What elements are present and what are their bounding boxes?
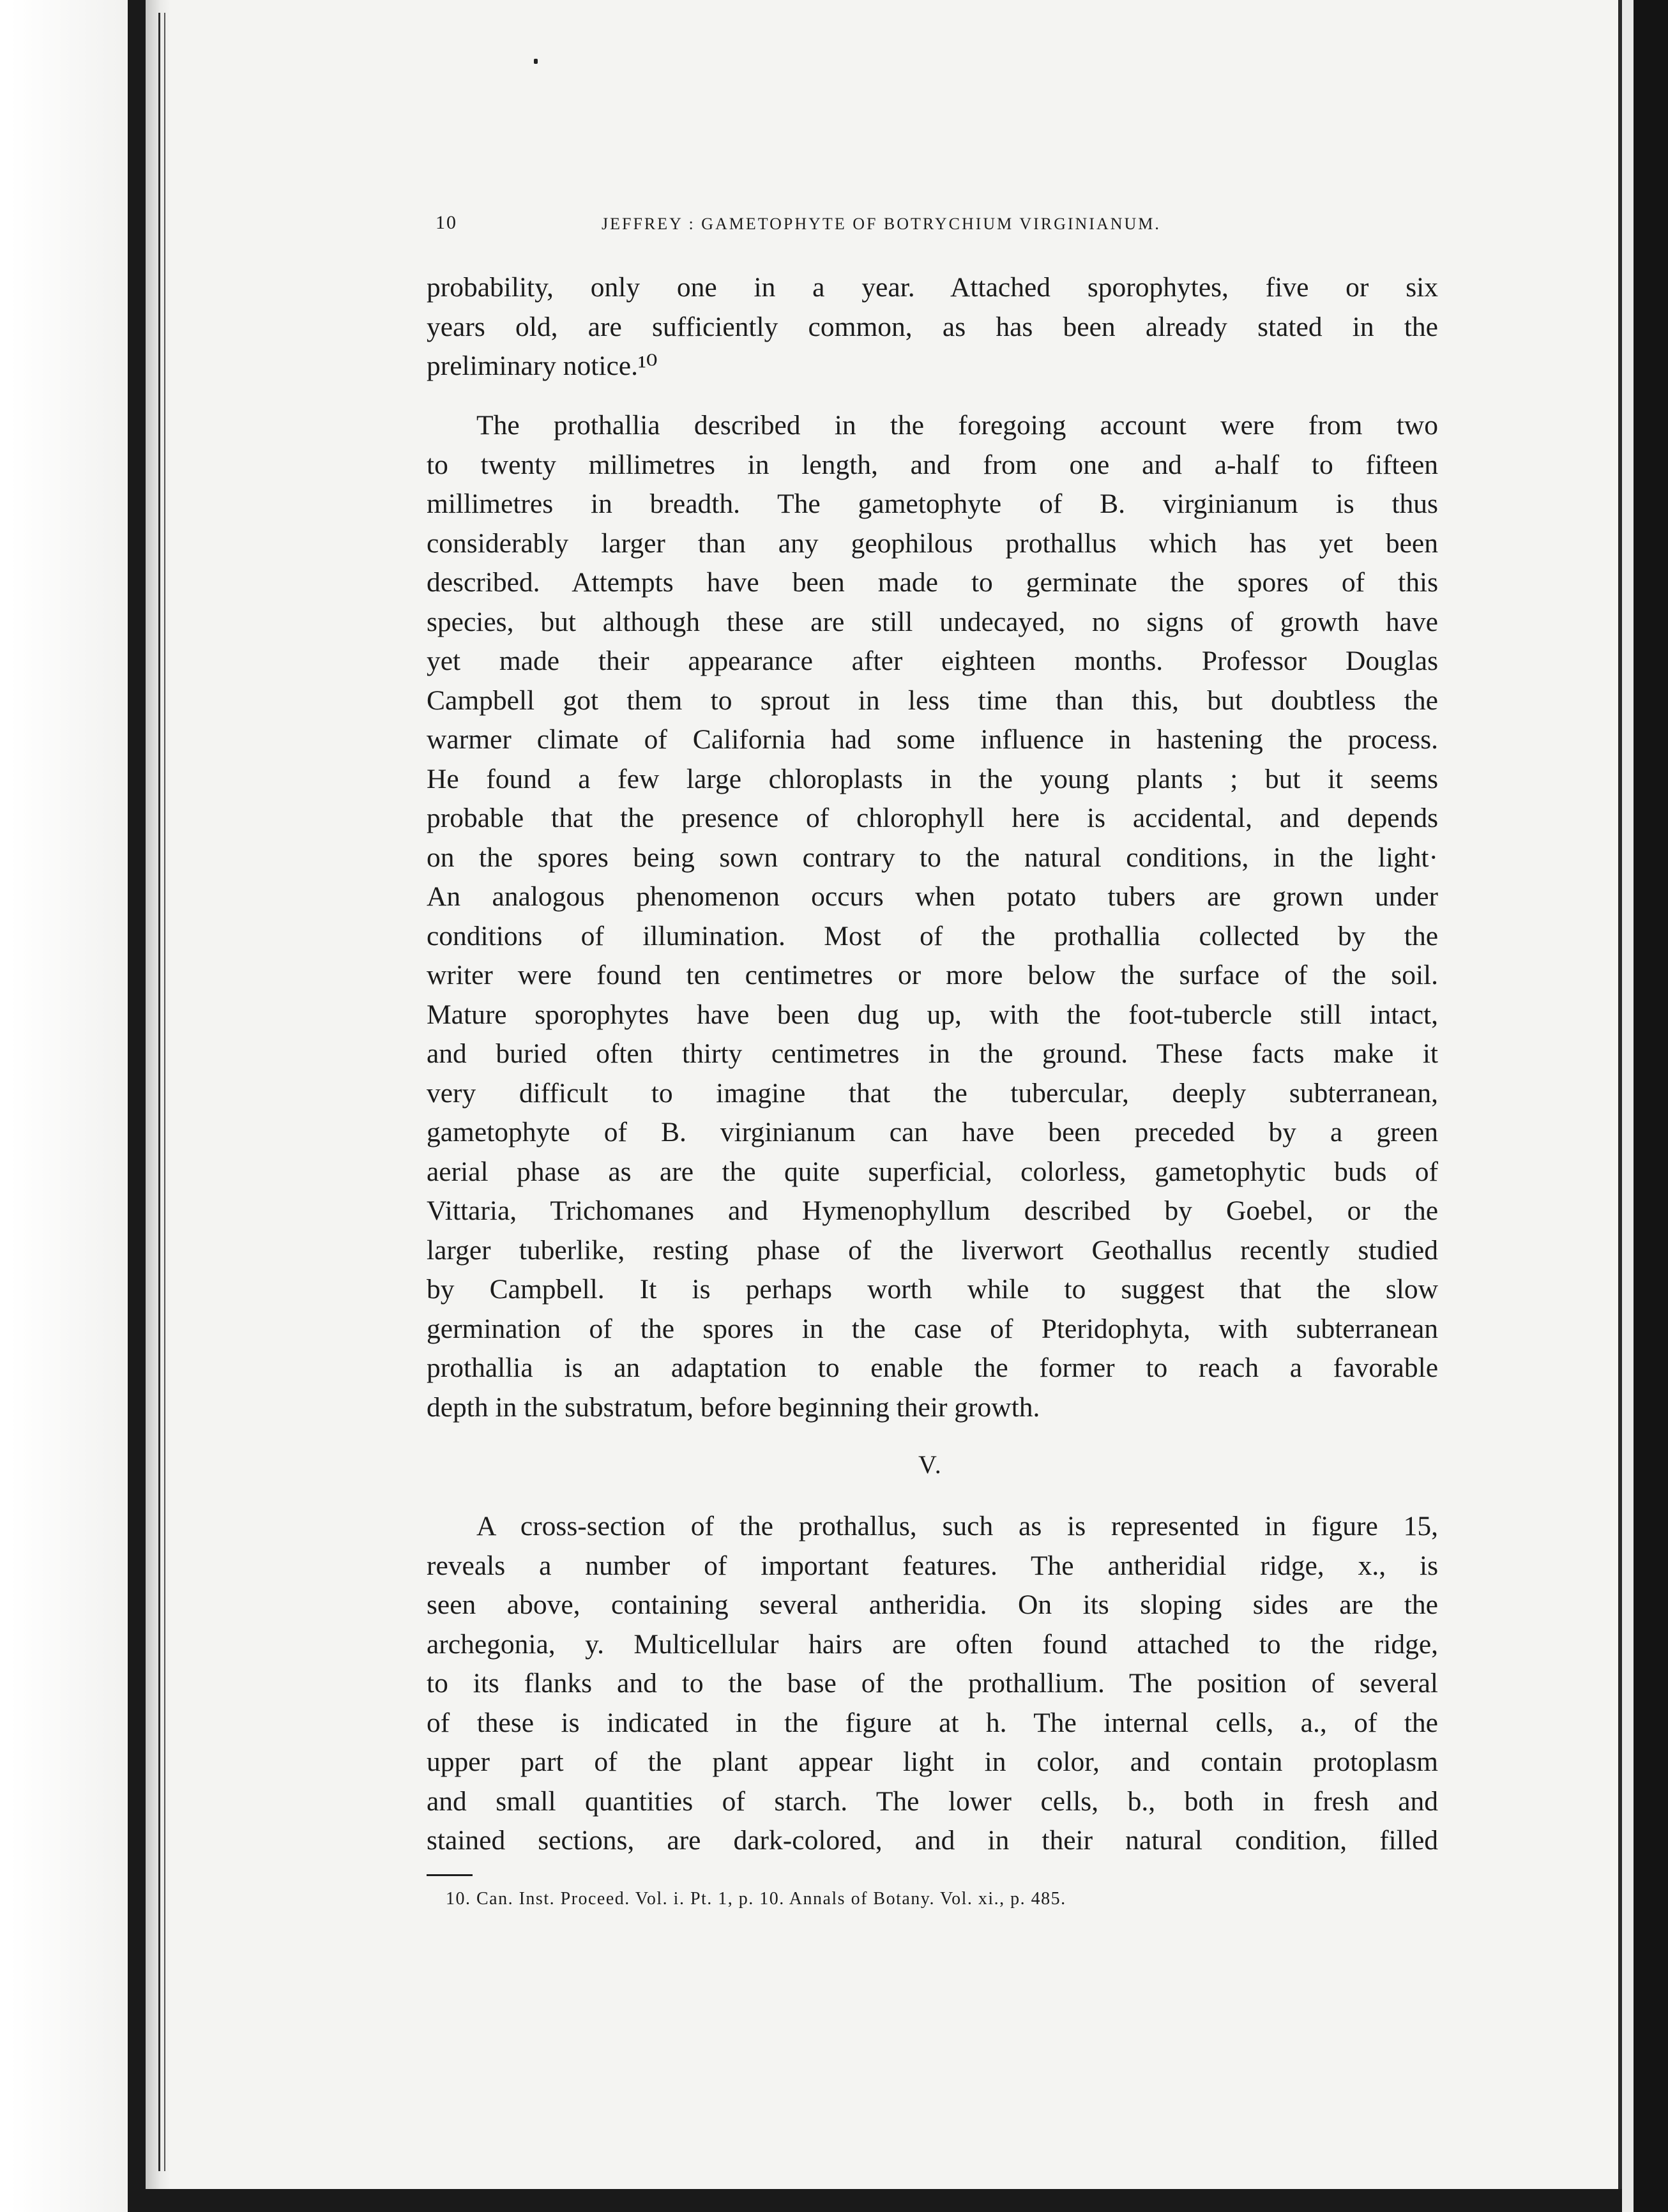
text-line: on the spores being sown contrary to the natural conditions, in the light· [427,842,1438,873]
page-edge-lines [158,13,165,2171]
text-line: seen above, containing several antheridia. On its sloping sides are the [427,1589,1438,1620]
text-line: germination of the spores in the case of Pteridophyta, with subterranean [427,1313,1438,1344]
text-line: to its flanks and to the base of the prothallium. The position of several [427,1668,1438,1699]
text-line: archegonia, y. Multicellular hairs are often found attached to the ridge, [427,1628,1438,1660]
text-line: depth in the substratum, before beginning their growth. [427,1391,1040,1423]
text-line: considerably larger than any geophilous prothallus which has yet been [427,527,1438,559]
text-line: species, but although these are still undecayed, no signs of growth have [427,606,1438,637]
paragraph-prothallia [427,406,1438,1427]
scan-edge-right [1634,0,1668,2212]
text-line: and buried often thirty centimetres in the ground. These facts make it [427,1038,1438,1069]
text-line: prothallia is an adaptation to enable the former to reach a favorable [427,1352,1438,1383]
text-line: larger tuberlike, resting phase of the liverwort Geothallus recently studied [427,1234,1438,1266]
page-margin-left [10,0,128,2212]
page-number: 10 [436,212,457,233]
footnote-rule [427,1874,473,1876]
section-heading: V. [918,1450,943,1479]
text-line: An analogous phenomenon occurs when potato tubers are grown under [427,881,1438,912]
text-line: preliminary notice.¹⁰ [427,351,658,381]
text-line: writer were found ten centimetres or more below the surface of the soil. [427,960,1438,990]
page-edge-right-gap [1622,0,1634,2212]
scan-edge-left [0,0,10,2212]
text-line: gametophyte of B. virginianum can have been preceded by a green [427,1117,1438,1148]
running-head: JEFFREY : GAMETOPHYTE OF BOTRYCHIUM VIRGINIANUM. [602,215,1161,233]
text-line: probability, only one in a year. Attached sporophytes, five or six [427,272,1438,303]
text-line: He found a few large chloroplasts in the young plants ; but it seems [427,763,1438,794]
text-line: Campbell got them to sprout in less time than this, but doubtless the [427,685,1438,716]
text-line: conditions of illumination. Most of the prothallia collected by the [427,920,1438,951]
text-line: stained sections, are dark-colored, and in their natural condition, filled [427,1825,1438,1856]
text-line: Mature sporophytes have been dug up, with the foot-tubercle still intact, [427,999,1438,1030]
text-line: to twenty millimetres in length, and from one and a-half to fifteen [427,449,1438,480]
text-line: reveals a number of important features. The antheridial ridge, x., is [427,1550,1438,1581]
text-line: upper part of the plant appear light in color, and contain protoplasm [427,1746,1438,1777]
text-line: and small quantities of starch. The lower cells, b., both in fresh and [427,1785,1438,1817]
footnote: 10. Can. Inst. Proceed. Vol. i. Pt. 1, p. 10. Annals of Botany. Vol. xi., p. 485. [446,1889,1066,1909]
paragraph-continuation [427,268,1438,386]
text-line: The prothallia described in the foregoing account were from two [476,410,1438,441]
text-line: described. Attempts have been made to germinate the spores of this [427,567,1438,598]
text-line: probable that the presence of chlorophyll here is accidental, and depends [427,803,1438,833]
text-line: by Campbell. It is perhaps worth while to suggest that the slow [427,1274,1438,1305]
book-binding-edge [128,0,146,2212]
text-line: very difficult to imagine that the tubercular, deeply subterranean, [427,1077,1438,1109]
text-line: millimetres in breadth. The gametophyte of B. virginianum is thus [427,489,1438,519]
text-line: A cross-section of the prothallus, such as is represented in figure 15, [476,1511,1438,1542]
text-line: yet made their appearance after eighteen months. Professor Douglas [427,646,1438,676]
text-line: warmer climate of California had some influence in hastening the process. [427,724,1438,755]
scan-speck [534,59,538,64]
text-line: of these is indicated in the figure at h. The internal cells, a., of the [427,1707,1438,1738]
text-line: aerial phase as are the quite superficial, colorless, gametophytic buds of [427,1156,1438,1187]
text-line: Vittaria, Trichomanes and Hymenophyllum described by Goebel, or the [427,1195,1438,1226]
text-line: years old, are sufficiently common, as has been already stated in the [427,311,1438,342]
paragraph-cross-section [427,1507,1438,1861]
scan-edge-bottom [146,2189,1622,2212]
